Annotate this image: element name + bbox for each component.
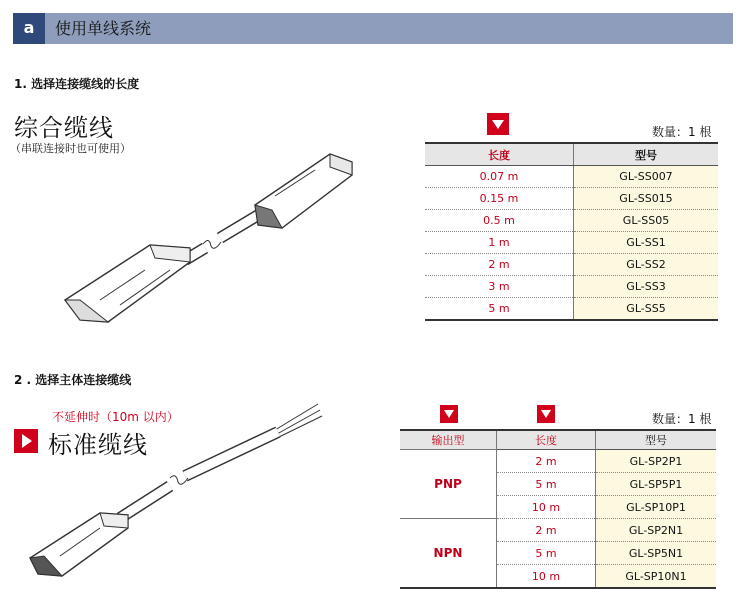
length-cell: 0.07 m [425, 166, 574, 188]
table-row [425, 166, 718, 188]
standard-cable-illustration [20, 398, 330, 583]
table-row [400, 450, 716, 473]
model-cell: GL-SP2N1 [596, 519, 717, 542]
standard-cable-title: 标准缆线 [48, 431, 148, 459]
model-cell: GL-SP10P1 [596, 496, 717, 519]
model-cell: GL-SP5P1 [596, 473, 717, 496]
length-cell: 2 m [425, 254, 574, 276]
combined-cable-illustration [60, 140, 380, 340]
model-cell: GL-SS3 [574, 276, 719, 298]
table-row [425, 188, 718, 210]
output-type-cell: PNP [400, 450, 497, 519]
down-arrow-icon [440, 405, 458, 423]
model-cell: GL-SP10N1 [596, 565, 717, 589]
length-cell: 1 m [425, 232, 574, 254]
table-row [425, 232, 718, 254]
quantity-label: 数量：1 根 [652, 125, 712, 139]
table-row [425, 298, 718, 321]
column-header-length: 长度 [497, 430, 596, 450]
section-title: 使用单线系统 [55, 19, 152, 38]
length-cell: 5 m [497, 473, 596, 496]
section-badge: a [13, 13, 45, 44]
down-arrow-icon [537, 405, 555, 423]
cable-length-table [425, 142, 718, 321]
column-header-model: 型号 [596, 430, 717, 450]
length-cell: 2 m [497, 519, 596, 542]
length-cell: 5 m [497, 542, 596, 565]
table-row [425, 210, 718, 232]
combined-cable-title: 综合缆线 [14, 114, 114, 142]
quantity-label: 数量：1 根 [652, 412, 712, 426]
combined-cable-subtitle: （串联连接时也可使用） [10, 142, 131, 155]
model-cell: GL-SP2P1 [596, 450, 717, 473]
column-header-length: 长度 [425, 143, 574, 166]
length-cell: 0.15 m [425, 188, 574, 210]
table-header-row [425, 143, 718, 166]
model-cell: GL-SS05 [574, 210, 719, 232]
model-cell: GL-SP5N1 [596, 542, 717, 565]
table-header-row [400, 430, 716, 450]
length-cell: 5 m [425, 298, 574, 321]
step1-heading: 1. 选择连接缆线的长度 [14, 77, 140, 91]
model-cell: GL-SS2 [574, 254, 719, 276]
model-cell: GL-SS015 [574, 188, 719, 210]
output-type-cell: NPN [400, 519, 497, 589]
table-row [425, 254, 718, 276]
model-cell: GL-SS007 [574, 166, 719, 188]
table-row [425, 276, 718, 298]
model-cell: GL-SS5 [574, 298, 719, 321]
length-note: 不延伸时（10m 以内） [52, 410, 179, 424]
column-header-output: 输出型 [400, 430, 497, 450]
step2-heading: 2 . 选择主体连接缆线 [14, 373, 132, 387]
section-header [13, 13, 733, 44]
column-header-model: 型号 [574, 143, 719, 166]
output-type-table [400, 429, 716, 589]
model-cell: GL-SS1 [574, 232, 719, 254]
length-cell: 10 m [497, 565, 596, 589]
length-cell: 3 m [425, 276, 574, 298]
length-cell: 2 m [497, 450, 596, 473]
length-cell: 0.5 m [425, 210, 574, 232]
down-arrow-icon [487, 113, 509, 135]
table-row [400, 519, 716, 542]
length-cell: 10 m [497, 496, 596, 519]
